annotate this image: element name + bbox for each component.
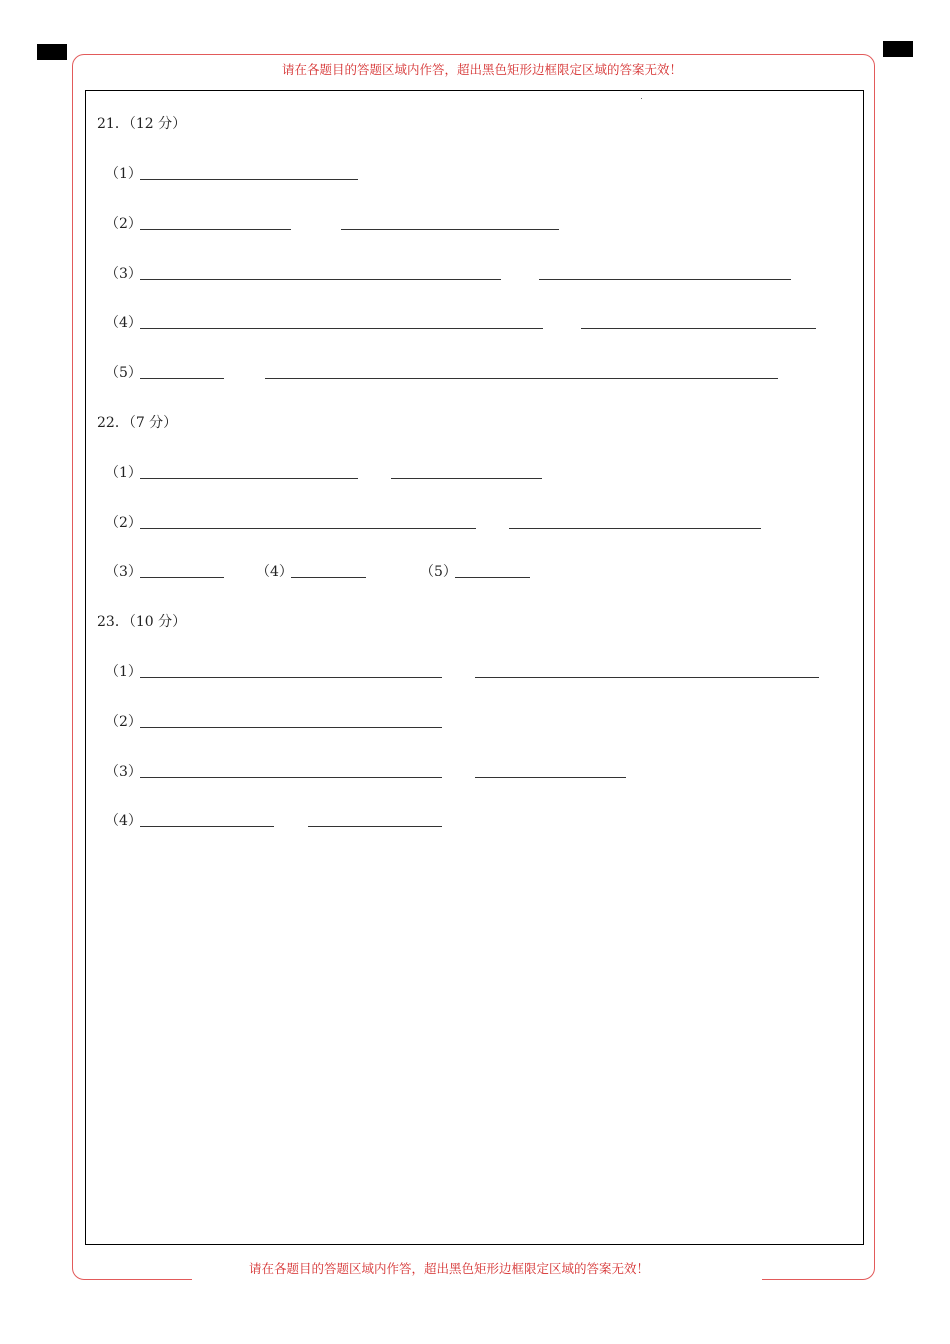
q23-part-2-blank-1[interactable] xyxy=(140,727,442,728)
stray-dot xyxy=(641,98,642,99)
q23-part-2-label: （2） xyxy=(105,714,142,730)
q22-part-1-blank-2[interactable] xyxy=(391,478,542,479)
q21-part-2-blank-1[interactable] xyxy=(140,229,291,230)
q21-part-5-blank-1[interactable] xyxy=(140,378,224,379)
q22-part-5-blank[interactable] xyxy=(455,577,530,578)
q21-part-3-label: （3） xyxy=(105,266,142,282)
q21-part-1-label: （1） xyxy=(105,166,142,182)
q22-part-2-blank-2[interactable] xyxy=(509,528,761,529)
alignment-marker-right xyxy=(883,41,913,57)
q21-part-4-label: （4） xyxy=(105,315,142,331)
q21-part-4-blank-2[interactable] xyxy=(581,328,816,329)
q23-part-4-blank-2[interactable] xyxy=(308,826,442,827)
q23-part-1-blank-1[interactable] xyxy=(140,677,442,678)
q22-part-2-label: （2） xyxy=(105,515,142,531)
q22-part-3-blank[interactable] xyxy=(140,577,224,578)
q22-part-5-label: （5） xyxy=(420,564,457,580)
q23-part-3-blank-1[interactable] xyxy=(140,777,442,778)
notice-bottom: 请在各题目的答题区域内作答，超出黑色矩形边框限定区域的答案无效！ xyxy=(245,1259,653,1277)
q21-part-2-blank-2[interactable] xyxy=(341,229,559,230)
q23-part-1-label: （1） xyxy=(105,664,142,680)
q21-part-5-blank-2[interactable] xyxy=(265,378,778,379)
q21-part-5-label: （5） xyxy=(105,365,142,381)
q21-part-1-blank-1[interactable] xyxy=(140,179,358,180)
q23-part-3-blank-2[interactable] xyxy=(475,777,626,778)
q21-part-4-blank-1[interactable] xyxy=(140,328,543,329)
notice-top: 请在各题目的答题区域内作答，超出黑色矩形边框限定区域的答案无效！ xyxy=(278,60,686,78)
q22-part-3-label: （3） xyxy=(105,564,142,580)
alignment-marker-left xyxy=(37,44,67,60)
q21-part-3-blank-1[interactable] xyxy=(140,279,501,280)
q23-part-3-label: （3） xyxy=(105,764,142,780)
q23-part-4-label: （4） xyxy=(105,813,142,829)
q22-part-1-label: （1） xyxy=(105,465,142,481)
q22-part-4-blank[interactable] xyxy=(291,577,366,578)
question-21-title: 21．（12 分） xyxy=(97,116,187,132)
q22-part-4-label: （4） xyxy=(256,564,293,580)
q21-part-2-label: （2） xyxy=(105,216,142,232)
q23-part-1-blank-2[interactable] xyxy=(475,677,819,678)
q22-part-1-blank-1[interactable] xyxy=(140,478,358,479)
q23-part-4-blank-1[interactable] xyxy=(140,826,274,827)
answer-region-box xyxy=(85,90,864,1245)
q22-part-2-blank-1[interactable] xyxy=(140,528,476,529)
question-22-title: 22．（7 分） xyxy=(97,415,178,431)
q21-part-3-blank-2[interactable] xyxy=(539,279,791,280)
question-23-title: 23．（10 分） xyxy=(97,614,187,630)
